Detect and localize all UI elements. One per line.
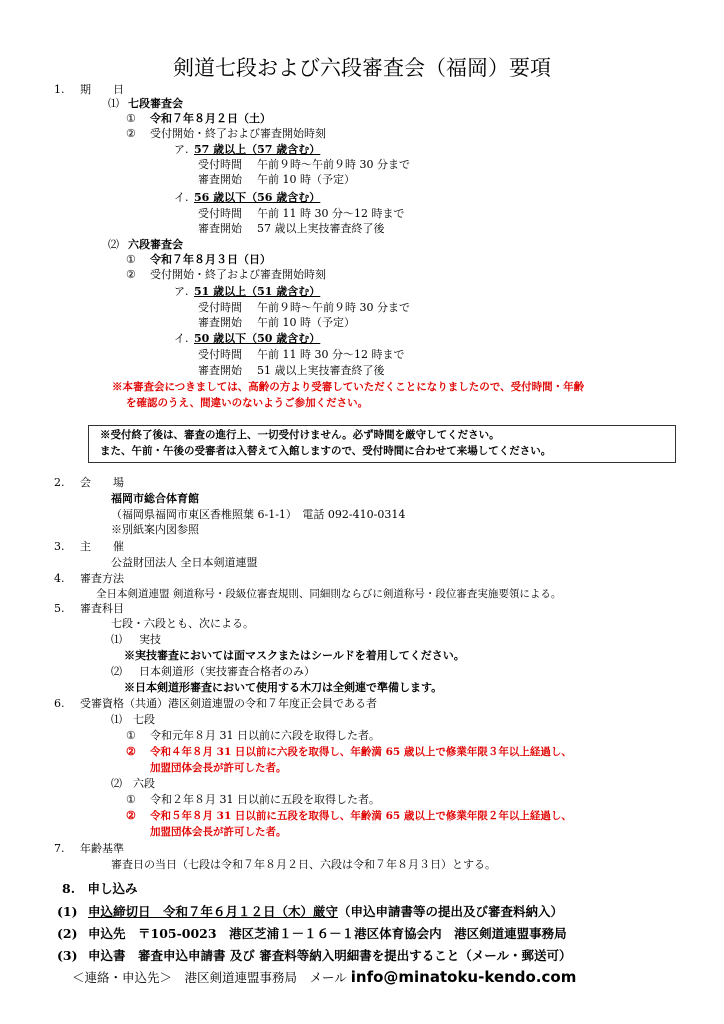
item-number: ⑴ (108, 97, 119, 110)
section-number: 6. (54, 697, 65, 710)
notice-text: ※受付終了後は、審査の進行上、一切受付けません。必ず時間を厳守してください。 (100, 429, 500, 441)
exam-method: 全日本剣道連盟 剣道称号・段級位審査規則、同細則ならびに剣道称号・段位審査実施要領による。 (96, 588, 562, 600)
section-heading: 受審資格 (80, 697, 124, 710)
item-number: ⑵ (111, 777, 122, 790)
map-reference: ※別紙案内図参照 (111, 523, 199, 536)
item-number: (3) (57, 948, 78, 963)
section-number: 3. (54, 540, 65, 553)
section-heading: 会 場 (80, 476, 124, 489)
item-number: ⑵ (111, 665, 122, 678)
contact-email-link[interactable]: info@minatoku-kendo.com (350, 968, 577, 986)
item-number: ② (126, 745, 136, 758)
eligibility-item: 加盟団体会長が許可した者。 (150, 826, 287, 838)
time-label: 受付時間 (198, 158, 242, 171)
eligibility-item: 令和４年８月 31 日以前に六段を取得し、年齢満 65 歳以上で修業年限３年以上経過し、 (150, 746, 572, 758)
grade-label: 六段 (133, 777, 155, 790)
item-number: ② (126, 127, 136, 140)
item-number: ア. (174, 143, 189, 156)
contact-row (72, 967, 576, 988)
age-group-heading: 56 歳以下（56 歳含む） (194, 191, 321, 204)
section-heading: 年齢基準 (80, 842, 124, 855)
section-heading: 審査科目 (80, 602, 124, 615)
time-value: 午前 11 時 30 分～12 時まで (257, 348, 405, 361)
section-heading: 8. 申し込み (62, 881, 138, 896)
age-group-heading: 50 歳以下（50 歳含む） (194, 332, 321, 345)
time-label: 審査開始 (198, 364, 242, 377)
time-value: 午前９時～午前９時 30 分まで (257, 301, 410, 314)
eligibility-item: 令和２年８月 31 日以前に五段を取得した者。 (150, 793, 380, 806)
item-number: ① (126, 112, 136, 125)
time-label: 審査開始 (198, 173, 242, 186)
section-number: 7. (54, 842, 65, 855)
item-number: ⑵ (108, 238, 119, 251)
time-value: 午前９時～午前９時 30 分まで (257, 158, 410, 171)
application-row (88, 903, 563, 921)
item-number: ② (126, 809, 136, 822)
age-group-heading: 51 歳以上（51 歳含む） (194, 285, 321, 298)
item-number: ② (126, 268, 136, 281)
item-number: (1) (57, 904, 78, 919)
time-value: 51 歳以上実技審査終了後 (257, 364, 385, 377)
time-label: 受付時間 (198, 301, 242, 314)
deadline-note: （申込申請書等の提出及び審査料納入） (338, 904, 564, 919)
item-number: (2) (57, 926, 78, 941)
time-value: 午前 10 時（予定） (257, 316, 355, 329)
time-label: 受付時間 (198, 207, 242, 220)
grade-label: 七段 (133, 713, 155, 726)
deadline: 申込締切日 令和７年６月１２日（木）厳守 (88, 904, 339, 919)
time-label: 審査開始 (198, 316, 242, 329)
section-number: 1. (54, 83, 65, 96)
grade-6-date: 令和７年８月３日（日） (150, 253, 271, 266)
subjects-intro: 七段・六段とも、次による。 (111, 617, 254, 630)
red-notice: を確認のうえ、間違いのないようご参加ください。 (126, 397, 369, 409)
red-notice: ※本審査会につきましては、高齢の方より受審していただくことになりましたので、受付時間・年齢 (112, 381, 585, 393)
time-value: 午前 10 時（予定） (257, 173, 355, 186)
organizer: 公益財団法人 全日本剣道連盟 (111, 556, 258, 569)
item-number: イ. (174, 191, 189, 204)
section-heading: 審査方法 (80, 572, 124, 585)
item-number: ① (126, 253, 136, 266)
age-basis: 審査日の当日（七段は令和７年８月２日、六段は令和７年８月３日）とする。 (111, 858, 496, 871)
venue-name: 福岡市総合体育館 (111, 492, 199, 505)
eligibility-intro: （共通）港区剣道連盟の令和７年度正会員である者 (124, 697, 377, 710)
subject-note: ※実技審査においては面マスクまたはシールドを着用してください。 (124, 649, 465, 662)
contact-label: ＜連絡・申込先＞ 港区剣道連盟事務局 メール (72, 970, 347, 985)
subject-name: 実技 (139, 633, 161, 646)
eligibility-item: 令和元年８月 31 日以前に六段を取得した者。 (150, 729, 380, 742)
section-number: 5. (54, 602, 65, 615)
item-number: イ. (174, 332, 189, 345)
notice-text: また、午前・午後の受審者は入替えて入館しますので、受付時間に合わせて来場してください。 (100, 445, 552, 457)
section-number: 2. (54, 476, 65, 489)
time-value: 午前 11 時 30 分～12 時まで (257, 207, 405, 220)
eligibility-item: 令和５年８月 31 日以前に五段を取得し、年齢満 65 歳以上で修業年限２年以上経過し、 (150, 810, 572, 822)
item-number: ア. (174, 285, 189, 298)
section-number: 4. (54, 572, 65, 585)
item-number: ① (126, 729, 136, 742)
application-documents: 申込書 審査申込申請書 及び 審査料等納入明細書を提出すること（メール・郵送可） (88, 948, 572, 963)
eligibility-item: 加盟団体会長が許可した者。 (150, 762, 287, 774)
item-number: ⑴ (111, 713, 122, 726)
subject-note: ※日本剣道形審査において使用する木刀は全剣連で準備します。 (124, 681, 443, 694)
time-value: 57 歳以上実技審査終了後 (257, 222, 385, 235)
schedule-label: 受付開始・終了および審査開始時刻 (150, 127, 326, 140)
page-title: 剣道七段および六段審査会（福岡）要項 (173, 56, 551, 80)
time-label: 受付時間 (198, 348, 242, 361)
section-heading: 期 日 (80, 83, 124, 96)
schedule-label: 受付開始・終了および審査開始時刻 (150, 268, 326, 281)
item-number: ⑴ (111, 633, 122, 646)
grade-7-date: 令和７年８月２日（土） (150, 112, 271, 125)
grade-6-heading: 六段審査会 (128, 238, 183, 251)
venue-address: （福岡県福岡市東区香椎照葉 6-1-1） 電話 092-410-0314 (111, 508, 406, 521)
grade-7-heading: 七段審査会 (128, 97, 183, 110)
time-label: 審査開始 (198, 222, 242, 235)
item-number: ① (126, 793, 136, 806)
application-address: 申込先 〒105-0023 港区芝浦１－１６－１港区体育協会内 港区剣道連盟事務局 (88, 926, 567, 941)
section-heading: 主 催 (80, 540, 124, 553)
age-group-heading: 57 歳以上（57 歳含む） (194, 143, 321, 156)
subject-name: 日本剣道形（実技審査合格者のみ） (139, 665, 315, 678)
